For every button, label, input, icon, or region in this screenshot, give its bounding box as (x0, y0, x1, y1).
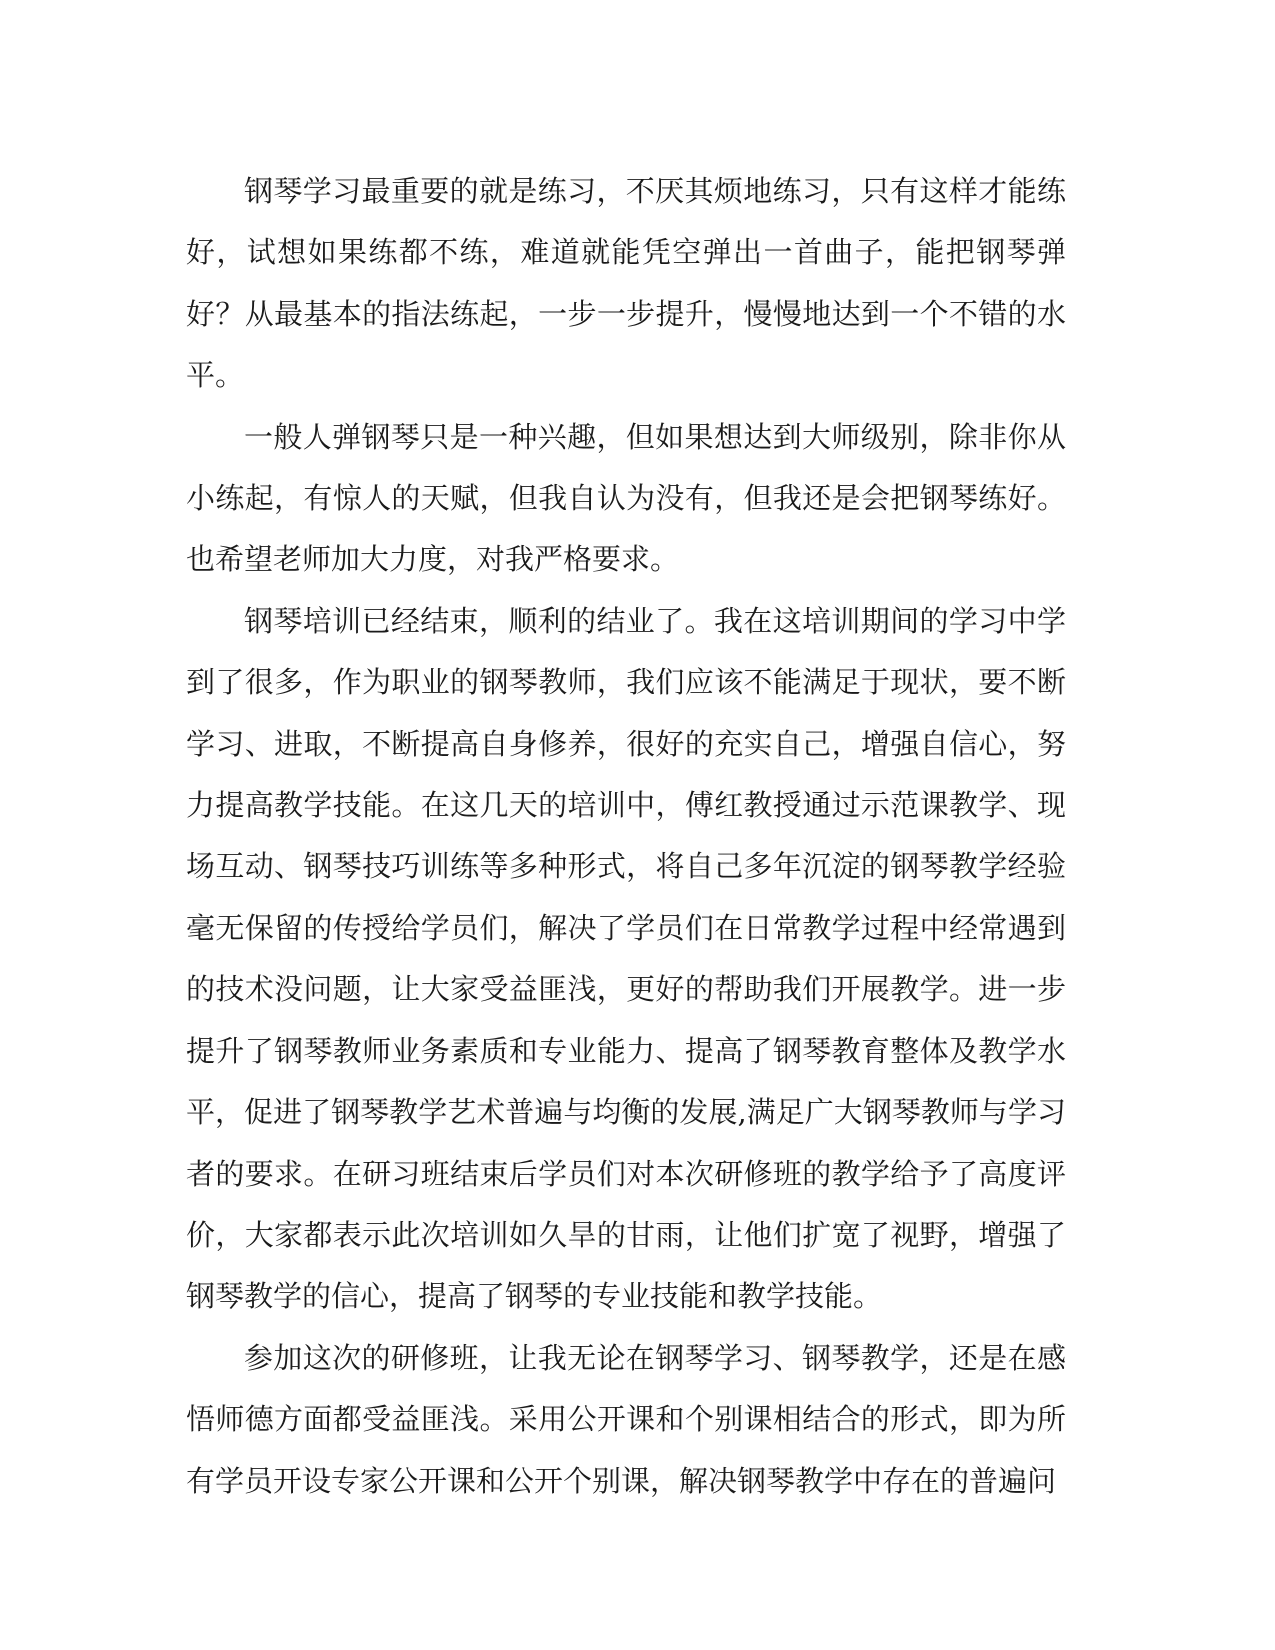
paragraph-interest: 一般人弹钢琴只是一种兴趣，但如果想达到大师级别，除非你从小练起，有惊人的天赋，但我自认为没有，但我还是会把钢琴练好。也希望老师加大力度，对我严格要求。 (186, 419, 1066, 577)
paragraph-workshop: 参加这次的研修班，让我无论在钢琴学习、钢琴教学，还是在感悟师德方面都受益匪浅。采用公开课和个别课相结合的形式，即为所有学员开设专家公开课和公开个别课，解决钢琴教学中存在的普遍问 (186, 1340, 1066, 1498)
paragraph-training: 钢琴培训已经结束，顺利的结业了。我在这培训期间的学习中学到了很多，作为职业的钢琴教师，我们应该不能满足于现状，要不断学习、进取，不断提高自身修养，很好的充实自己，增强自信心，努力提高教学技能。在这几天的培训中，傅红教授通过示范课教学、现场互动、钢琴技巧训练等多种形式，将自己多年沉淀的钢琴教学经验毫无保留的传授给学员们，解决了学员们在日常教学过程中经常遇到的技术没问题，让大家受益匪浅，更好的帮助我们开展教学。进一步提升了钢琴教师业务素质和专业能力、提高了钢琴教育整体及教学水平，促进了钢琴教学艺术普遍与均衡的发展,满足广大钢琴教师与学习者的要求。在研习班结束后学员们对本次研修班的教学给予了高度评价，大家都表示此次培训如久旱的甘雨，让他们扩宽了视野，增强了钢琴教学的信心，提高了钢琴的专业技能和教学技能。 (186, 603, 1066, 1314)
document-body (186, 161, 1066, 1512)
paragraph-practice: 钢琴学习最重要的就是练习，不厌其烦地练习，只有这样才能练好，试想如果练都不练，难道就能凭空弹出一首曲子，能把钢琴弹好？从最基本的指法练起，一步一步提升，慢慢地达到一个不错的水平。 (186, 174, 1066, 393)
